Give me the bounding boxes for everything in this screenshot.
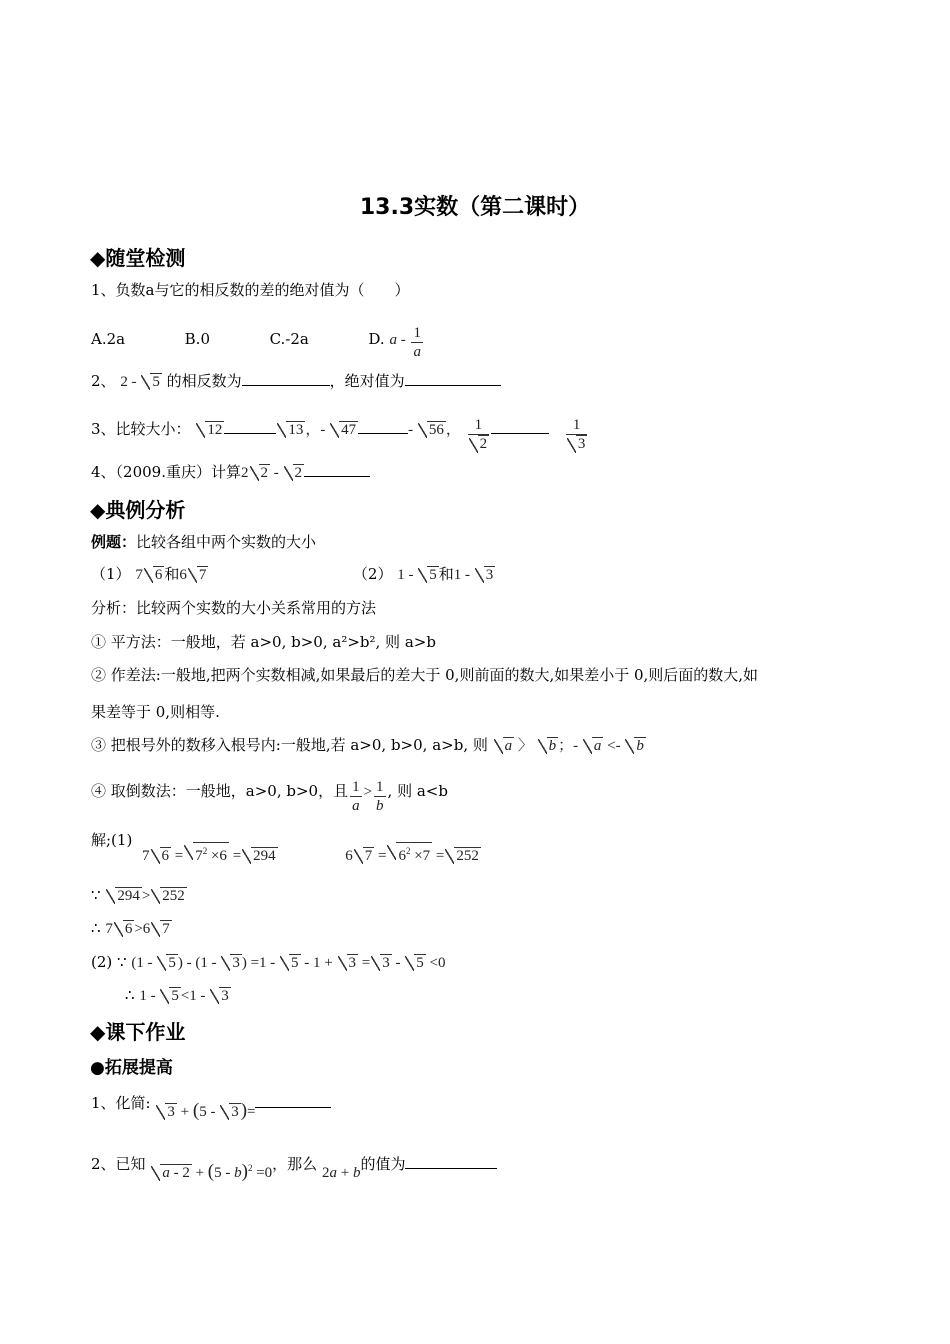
quiz-question-3: 3、比较大小： 12 13 ，- 47 - 56 ， $\frac{1}{2}$ $\frac{1}{3}$	[91, 417, 586, 452]
quiz-question-4: 4、（2009.重庆）计算2 2 - 2	[91, 461, 370, 483]
section-heading-class-test: ◆随堂检测	[90, 246, 186, 270]
solution-therefore: ∴ 7 6 >6 7	[91, 919, 170, 937]
method-move-into-root: ③ 把根号外的数移入根号内:一般地,若 a>0, b>0, a>b, 则 a 〉 b ；- a <- b	[91, 736, 644, 754]
solution-label: 解;(1)	[91, 831, 133, 849]
answer-blank[interactable]	[405, 1153, 497, 1169]
answer-blank[interactable]	[304, 461, 370, 477]
solution-step-1: 7 $6 = 7^2 \times 6 = 294$ 6 $7 = 6^2 \times 7 = 252$	[142, 842, 481, 866]
option-d-expression: a - $\frac{1}{a}$	[389, 325, 421, 360]
method-reciprocal: ④ 取倒数法：一般地，a>0, b>0，且 $\frac{1}{a}$ > $\frac{1}{b}$ , 则 a<b	[91, 779, 448, 814]
method-difference-cont: 果差等于 0,则相等.	[91, 703, 220, 721]
answer-blank[interactable]	[242, 370, 330, 386]
answer-blank[interactable]	[224, 418, 276, 434]
option-d: D.	[368, 330, 385, 348]
analysis-text: 分析：比较两个实数的大小关系常用的方法	[91, 599, 377, 617]
solution-part-2: (2) ∵ (1 - 5 ) - (1 - 3 ) =1 - 5 - 1 + 3 = 3 - 5 <0	[91, 953, 446, 971]
answer-blank[interactable]	[491, 418, 549, 434]
homework-question-2: 2、已知 a - 2 + (5 - b)$^2$ =0，那么 2a + b的值为	[91, 1150, 497, 1175]
example-prompt: 例题：比较各组中两个实数的大小	[91, 533, 317, 551]
homework-question-1: 1、化简: 3 + (5 - 3 )=	[91, 1092, 331, 1114]
answer-blank[interactable]	[405, 370, 501, 386]
option-a: A.2a	[91, 330, 126, 348]
subsection-heading-extension: ●拓展提高	[90, 1058, 173, 1078]
section-heading-examples: ◆典例分析	[90, 498, 186, 522]
method-square: ① 平方法：一般地，若 a>0, b>0, a²>b², 则 a>b	[91, 633, 436, 651]
option-c: C.-2a	[269, 330, 309, 348]
method-difference: ② 作差法:一般地,把两个实数相减,如果最后的差大于 0,则前面的数大,如果差小于 0,则后面的数大,如	[91, 666, 759, 684]
example-parts: （1） 7 6 和6 7 （2） 1 - 5 和1 - 3	[91, 565, 494, 583]
quiz-question-2: 2、 2 - 5 的相反数为 ，绝对值为	[91, 370, 501, 392]
quiz-question-1: 1、负数a与它的相反数的差的绝对值为（ ）	[91, 281, 410, 299]
solution-part-2-conclusion: ∴ 1 - 5 <1 - 3	[125, 986, 229, 1004]
answer-blank[interactable]	[358, 418, 408, 434]
page-title: 13.3实数（第二课时）	[359, 195, 591, 220]
solution-because: ∵ 294 > 252	[91, 886, 185, 904]
answer-blank[interactable]	[255, 1092, 331, 1108]
quiz-question-1-options	[91, 324, 425, 361]
section-heading-homework: ◆课下作业	[90, 1020, 186, 1044]
option-b: B.0	[184, 330, 210, 348]
q2-expression: 2 - 5	[120, 374, 160, 390]
